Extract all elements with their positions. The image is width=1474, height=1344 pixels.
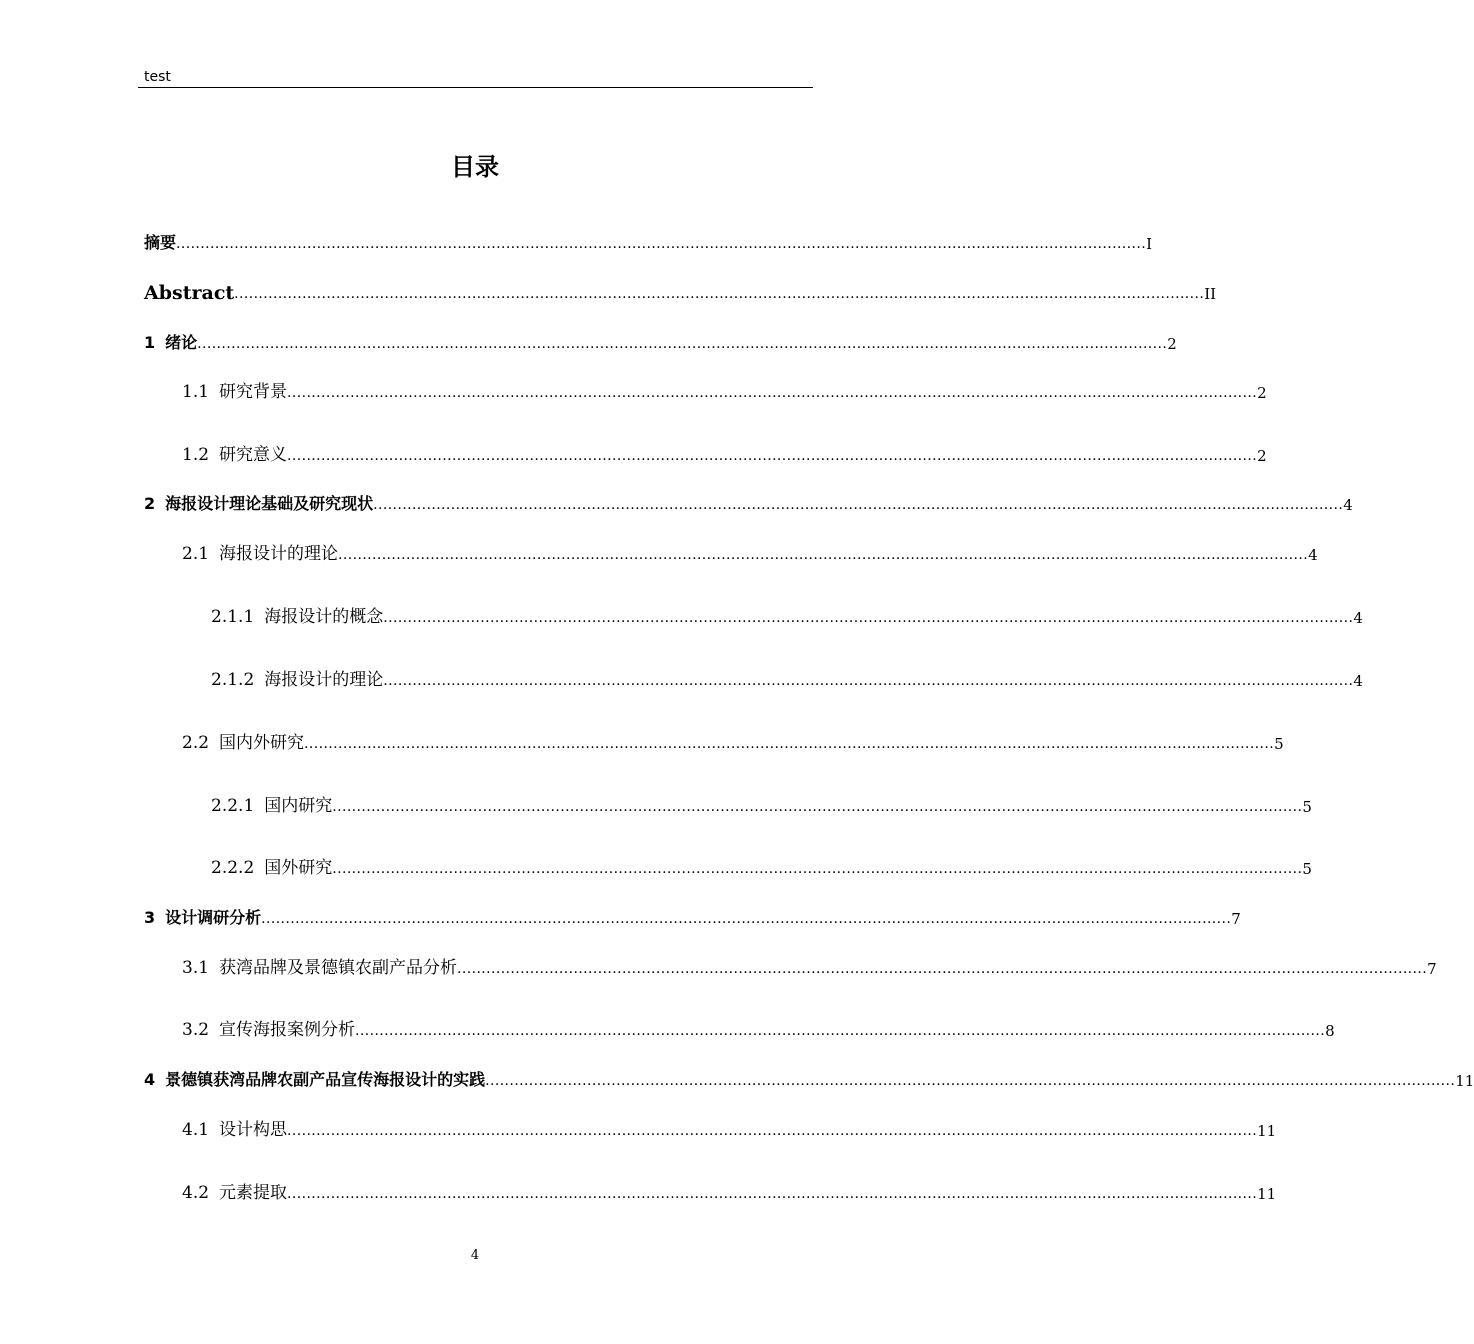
toc-entry-section-2-2[interactable] xyxy=(182,730,1284,754)
toc-entry-page: I xyxy=(1146,235,1152,253)
toc-entry-chapter-1[interactable] xyxy=(144,330,1177,354)
toc-entry-number: 1 xyxy=(144,333,156,352)
toc-entry-section-4-2[interactable] xyxy=(182,1180,1277,1204)
toc-entry-number: 2.2 xyxy=(182,733,210,753)
toc-entry-page: 5 xyxy=(1302,798,1312,816)
toc-entry-subsection-2-2-2[interactable] xyxy=(211,855,1312,879)
toc-entry-page: 7 xyxy=(1231,910,1241,928)
toc-entry-label: 国外研究 xyxy=(264,858,333,878)
toc-entry-page: 5 xyxy=(1274,735,1284,753)
toc-entry-label: 景德镇获湾品牌农副产品宣传海报设计的实践 xyxy=(165,1070,486,1089)
toc-entry-number: 2.1.2 xyxy=(211,670,255,690)
toc-leader-dots: ........................................................................................................................................................................................................ xyxy=(234,286,1205,302)
toc-entry-page: 2 xyxy=(1257,447,1267,465)
toc-entry-label: 海报设计的理论 xyxy=(264,670,384,690)
toc-leader-dots: ........................................................................................................................................................................................................ xyxy=(332,799,1303,815)
toc-entry-label: 绪论 xyxy=(165,333,198,352)
page-number: 4 xyxy=(470,1248,480,1263)
toc-leader-dots: ........................................................................................................................................................................................................ xyxy=(176,236,1147,252)
toc-entry-number: 2.1.1 xyxy=(211,607,255,627)
toc-entry-section-2-1[interactable] xyxy=(182,541,1318,565)
toc-entry-page: 11 xyxy=(1257,1122,1277,1140)
toc-entry-page: 11 xyxy=(1257,1185,1277,1203)
toc-entry-abstract-cn[interactable] xyxy=(144,230,1152,254)
toc-entry-label: 元素提取 xyxy=(219,1183,288,1203)
toc-entry-subsection-2-2-1[interactable] xyxy=(211,793,1312,817)
toc-entry-number: 3.1 xyxy=(182,958,210,978)
toc-entry-page: II xyxy=(1204,285,1217,303)
toc-leader-dots: ........................................................................................................................................................................................................ xyxy=(287,1186,1258,1202)
toc-leader-dots: ........................................................................................................................................................................................................ xyxy=(287,1123,1258,1139)
toc-entry-label: 研究意义 xyxy=(219,445,288,465)
toc-entry-page: 4 xyxy=(1308,546,1318,564)
toc-entry-label: 宣传海报案例分析 xyxy=(219,1020,356,1040)
toc-entry-page: 4 xyxy=(1353,609,1363,627)
toc-entry-label: 海报设计的概念 xyxy=(264,607,384,627)
toc-leader-dots: ........................................................................................................................................................................................................ xyxy=(338,547,1309,563)
toc-entry-section-1-1[interactable] xyxy=(182,379,1267,403)
toc-entry-label: 摘要 xyxy=(144,233,177,252)
toc-entry-chapter-4[interactable] xyxy=(144,1067,1474,1091)
toc-entry-page: 11 xyxy=(1455,1072,1474,1090)
toc-entry-page: 4 xyxy=(1343,496,1353,514)
toc-entry-section-3-1[interactable] xyxy=(182,955,1437,979)
toc-entry-subsection-2-1-1[interactable] xyxy=(211,604,1363,628)
toc-entry-label: 获湾品牌及景德镇农副产品分析 xyxy=(219,958,458,978)
toc-entry-abstract-en[interactable] xyxy=(144,280,1217,304)
header-text: test xyxy=(144,69,171,85)
toc-entry-label: 国内外研究 xyxy=(219,733,305,753)
toc-entry-label: 海报设计的理论 xyxy=(219,544,339,564)
toc-entry-number: 1.1 xyxy=(182,382,210,402)
toc-entry-number: 2.2.2 xyxy=(211,858,255,878)
toc-leader-dots: ........................................................................................................................................................................................................ xyxy=(355,1023,1326,1039)
toc-entry-number: 4.1 xyxy=(182,1120,210,1140)
toc-entry-page: 5 xyxy=(1302,860,1312,878)
toc-leader-dots: ........................................................................................................................................................................................................ xyxy=(332,861,1303,877)
toc-leader-dots: ........................................................................................................................................................................................................ xyxy=(287,385,1258,401)
toc-entry-label: 设计构思 xyxy=(219,1120,288,1140)
toc-leader-dots: ........................................................................................................................................................................................................ xyxy=(485,1073,1456,1089)
toc-entry-label: 设计调研分析 xyxy=(165,908,262,927)
toc-entry-number: 2.1 xyxy=(182,544,210,564)
toc-entry-number: 4 xyxy=(144,1070,156,1089)
header-rule xyxy=(138,87,813,88)
toc-entry-page: 8 xyxy=(1325,1022,1335,1040)
toc-entry-page: 2 xyxy=(1167,335,1177,353)
toc-leader-dots: ........................................................................................................................................................................................................ xyxy=(373,497,1344,513)
toc-leader-dots: ........................................................................................................................................................................................................ xyxy=(287,448,1258,464)
toc-entry-subsection-2-1-2[interactable] xyxy=(211,667,1363,691)
toc-entry-number: 3 xyxy=(144,908,156,927)
toc-leader-dots: ........................................................................................................................................................................................................ xyxy=(261,911,1232,927)
toc-entry-number: 1.2 xyxy=(182,445,210,465)
toc-entry-label: 海报设计理论基础及研究现状 xyxy=(165,494,374,513)
toc-entry-section-3-2[interactable] xyxy=(182,1017,1335,1041)
toc-entry-number: 2 xyxy=(144,494,156,513)
toc-entry-number: 3.2 xyxy=(182,1020,210,1040)
toc-leader-dots: ........................................................................................................................................................................................................ xyxy=(304,736,1275,752)
toc-leader-dots: ........................................................................................................................................................................................................ xyxy=(457,961,1428,977)
toc-leader-dots: ........................................................................................................................................................................................................ xyxy=(197,336,1168,352)
toc-entry-page: 7 xyxy=(1427,960,1437,978)
toc-title: 目录 xyxy=(451,153,499,181)
toc-entry-label: 国内研究 xyxy=(264,796,333,816)
toc-entry-page: 2 xyxy=(1257,384,1267,402)
toc-entry-section-4-1[interactable] xyxy=(182,1117,1277,1141)
toc-entry-number: 4.2 xyxy=(182,1183,210,1203)
toc-entry-section-1-2[interactable] xyxy=(182,442,1267,466)
toc-entry-page: 4 xyxy=(1353,672,1363,690)
toc-entry-chapter-2[interactable] xyxy=(144,491,1353,515)
toc-leader-dots: ........................................................................................................................................................................................................ xyxy=(383,610,1354,626)
toc-leader-dots: ........................................................................................................................................................................................................ xyxy=(383,673,1354,689)
toc-entry-label: 研究背景 xyxy=(219,382,288,402)
toc-entry-chapter-3[interactable] xyxy=(144,905,1241,929)
toc-entry-label: Abstract xyxy=(144,282,235,304)
toc-entry-number: 2.2.1 xyxy=(211,796,255,816)
